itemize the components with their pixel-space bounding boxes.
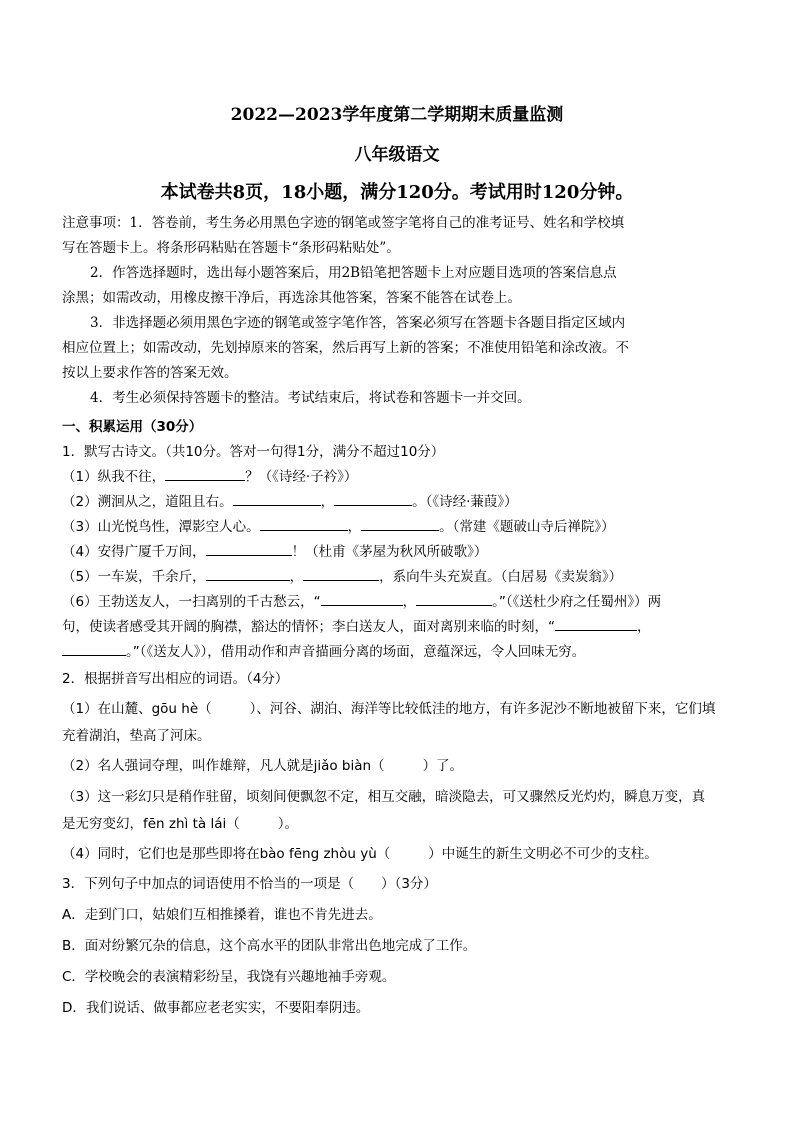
answer-blank[interactable] <box>206 566 290 581</box>
q1-item-2: （2）溯洄从之，道阻且右。 ， 。（《诗经·蒹葭》） <box>62 490 734 510</box>
answer-blank[interactable] <box>303 566 379 581</box>
notice-1b: 写在答题卡上。将条形码粘贴在答题卡“条形码粘贴处”。 <box>62 240 400 256</box>
notice-1a: 注意事项：1．答卷前，考生务必用黑色字迹的钢笔或签字笔将自己的准考证号、姓名和学校填 <box>62 215 625 231</box>
exam-info: 本试卷共8页，18小题，满分120分。考试用时120分钟。 <box>160 182 634 203</box>
notice-3c: 按以上要求作答的答案无效。 <box>62 365 238 381</box>
answer-blank[interactable] <box>165 466 245 481</box>
q2-item-1: （1）在山麓、gōu hè（ ）、河谷、湖泊、海洋等比较低洼的地方，有许多泥沙不断地被留下来，它们填 <box>62 701 716 717</box>
answer-blank[interactable] <box>233 491 321 506</box>
answer-blank[interactable] <box>62 641 126 656</box>
notice-2b: 涂黑；如需改动，用橡皮擦干净后，再选涂其他答案，答案不能答在试卷上。 <box>62 290 521 306</box>
answer-blank[interactable] <box>334 491 412 506</box>
q2-item-3-cont: 是无穷变幻，fēn zhì tà lái（ ）。 <box>62 816 298 832</box>
q2-item-4: （4）同时，它们也是那些即将在bào fēng zhòu yù（ ）中诞生的新生文明必不可少的支柱。 <box>62 846 658 862</box>
exam-subject: 八年级语文 <box>354 145 440 165</box>
q1-item-5: （5）一车炭，千余斤， ， ，系向牛头充炭直。（白居易《卖炭翁》） <box>62 565 734 585</box>
q1-item-1: （1）纵我不往， ？（《诗经·子衿》） <box>62 465 734 485</box>
notice-block <box>62 211 734 411</box>
q2-item-3: （3）这一彩幻只是稍作驻留，顷刻间便飘忽不定，相互交融，暗淡隐去，可又骤然反光灼灼，瞬息万变，真 <box>62 789 706 805</box>
q1-item-4: （4）安得广厦千万间， ！（杜甫《茅屋为秋风所破歌》） <box>62 540 734 560</box>
q2-stem: 2．根据拼音写出相应的词语。（4分） <box>62 671 289 687</box>
section-title: 一、积累运用（30分） <box>62 419 203 435</box>
notice-2a: 2．作答选择题时，选出每小题答案后，用2B铅笔把答题卡上对应题目选项的答案信息点 <box>90 265 617 281</box>
notice-4: 4．考生必须保持答题卡的整洁。考试结束后，将试卷和答题卡一并交回。 <box>90 390 531 406</box>
q3-option-a[interactable]: A．走到门口，姑娘们互相推搡着，谁也不肯先进去。 <box>62 907 382 923</box>
q2-item-2: （2）名人强词夺理，叫作雄辩，凡人就是jiǎo biàn（ ）了。 <box>62 758 464 774</box>
q3-stem: 3．下列句子中加点的词语使用不恰当的一项是（ ）（3分） <box>62 876 437 892</box>
q1-item-3: （3）山光悦鸟性，潭影空人心。 ， 。（常建《题破山寺后禅院》） <box>62 515 734 535</box>
q2-item-1-cont: 充着湖泊，垫高了河床。 <box>62 728 211 744</box>
q1-stem: 1．默写古诗文。（共10分。答对一句得1分，满分不超过10分） <box>62 444 445 460</box>
answer-blank[interactable] <box>361 516 439 531</box>
answer-blank[interactable] <box>321 591 403 606</box>
q1-item-6: （6）王勃送友人，一扫离别的千古愁云，“ ， 。”（《送杜少府之任蜀州》）两 <box>62 590 734 610</box>
notice-3b: 相应位置上；如需改动，先划掉原来的答案，然后再写上新的答案；不准使用铅笔和涂改液。不 <box>62 340 629 356</box>
notice-3a: 3．非选择题必须用黑色字迹的钢笔或签字笔作答，答案必须写在答题卡各题目指定区域内 <box>90 315 626 331</box>
answer-blank[interactable] <box>555 616 637 631</box>
q3-option-b[interactable]: B．面对纷繁冗杂的信息，这个高水平的团队非常出色地完成了工作。 <box>62 938 477 954</box>
q3-option-c[interactable]: C．学校晚会的表演精彩纷呈，我饶有兴趣地袖手旁观。 <box>62 969 396 985</box>
q1-item-6-end: 。”（《送友人》），借用动作和声音描画分离的场面，意蕴深远，令人回味无穷。 <box>62 640 734 660</box>
q1-item-6-cont: 句，使读者感受其开阔的胸襟，豁达的情怀；李白送友人，面对离别来临的时刻，“ ， <box>62 615 734 635</box>
answer-blank[interactable] <box>416 591 492 606</box>
exam-title: 2022—2023学年度第二学期期末质量监测 <box>230 105 564 125</box>
q3-option-d[interactable]: D．我们说话、做事都应老老实实，不要阳奉阴违。 <box>62 1000 370 1016</box>
answer-blank[interactable] <box>260 516 348 531</box>
answer-blank[interactable] <box>206 541 292 556</box>
